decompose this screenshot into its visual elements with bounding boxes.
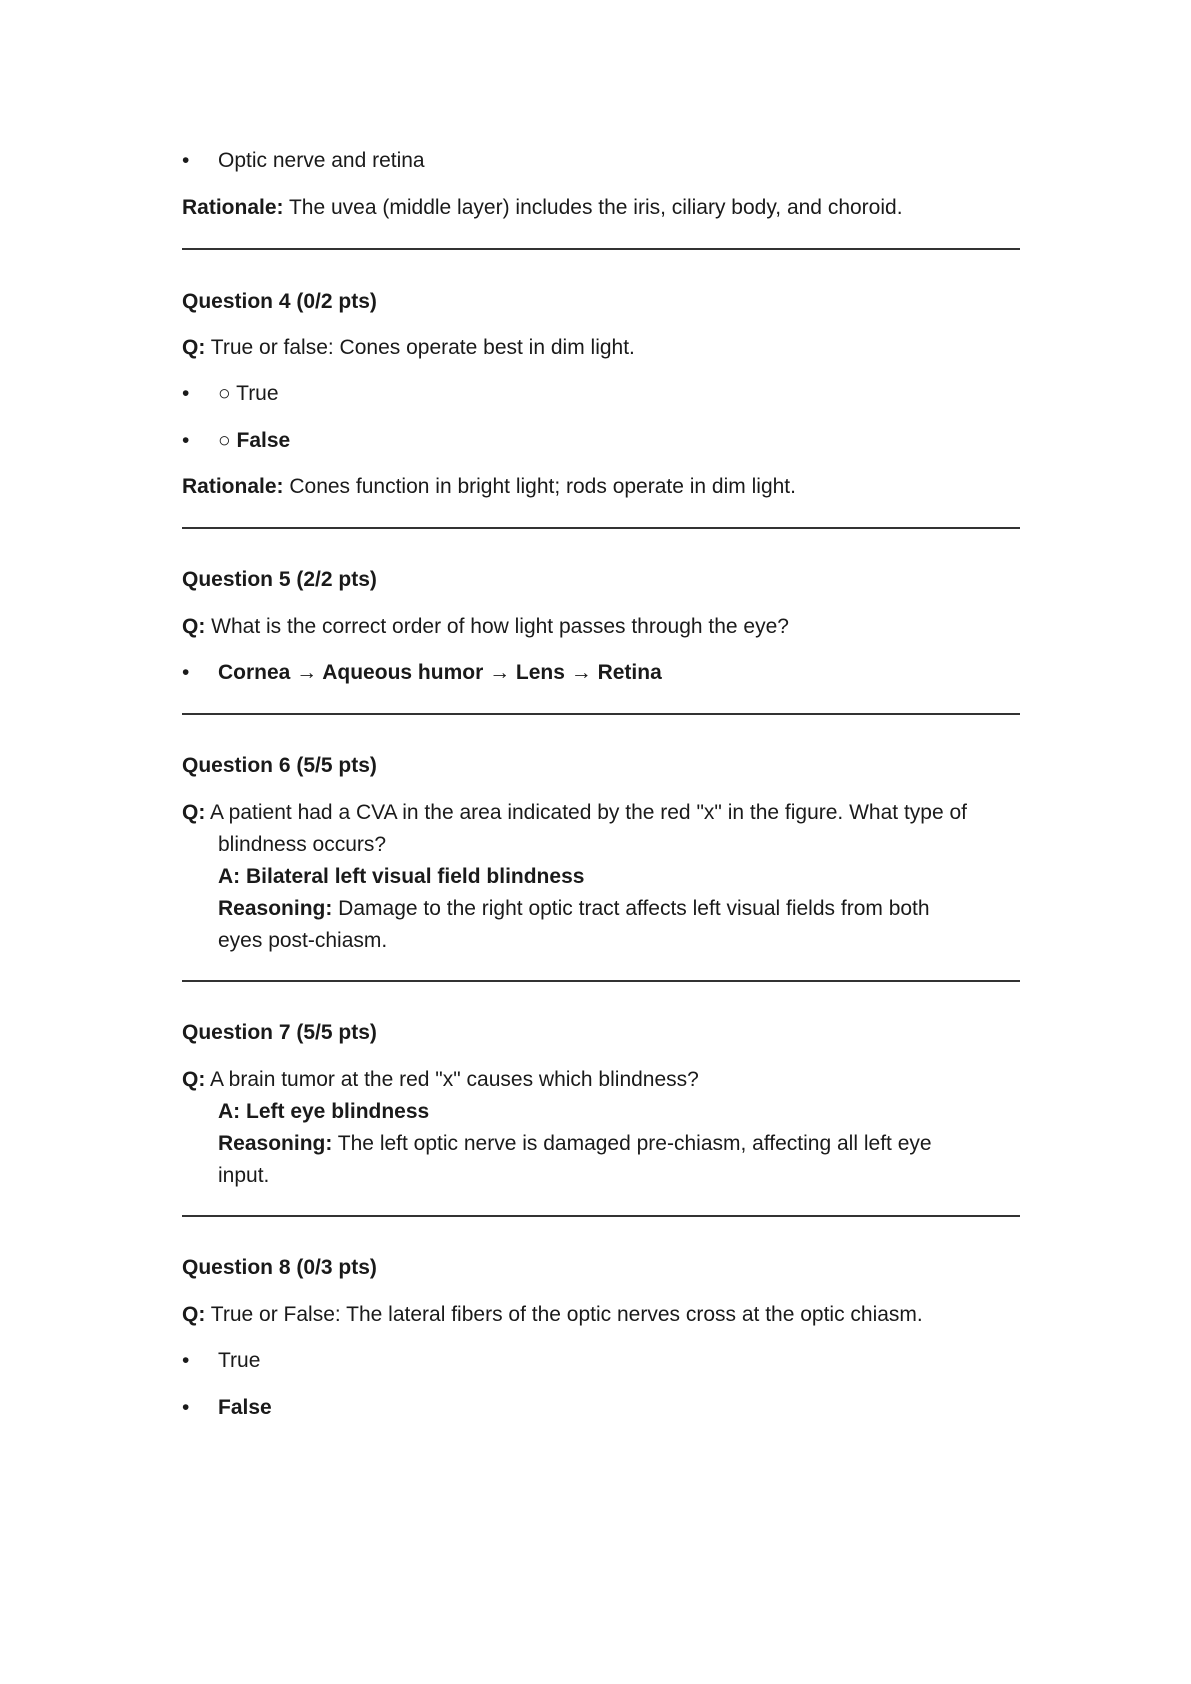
bullet-marker: • <box>182 382 190 405</box>
question-6-text: Q: A patient had a CVA in the area indicated by the red "x" in the figure. What type of <box>182 801 967 824</box>
question-5-heading: Question 5 (2/2 pts) <box>182 568 377 591</box>
bullet-marker: • <box>182 149 190 172</box>
rationale-text: The uvea (middle layer) includes the iris, ciliary body, and choroid. <box>283 196 903 219</box>
question-8-text: Q: True or False: The lateral fibers of the optic nerves cross at the optic chiasm. <box>182 1303 923 1326</box>
option-optic-nerve-retina: Optic nerve and retina <box>218 149 425 172</box>
question-7-heading: Question 7 (5/5 pts) <box>182 1021 377 1044</box>
bullet-marker: • <box>182 661 190 684</box>
reasoning-label: Reasoning: <box>218 897 333 920</box>
bullet-marker: • <box>182 1396 190 1419</box>
question-6-reasoning: Reasoning: Damage to the right optic tract affects left visual fields from both <box>218 897 930 920</box>
question-7-reasoning-cont: input. <box>218 1164 270 1187</box>
question-6-reasoning-cont: eyes post-chiasm. <box>218 929 388 952</box>
section-divider <box>182 527 1020 529</box>
bullet-marker: • <box>182 429 190 452</box>
question-7-answer: A: Left eye blindness <box>218 1100 430 1123</box>
option-false: False <box>218 1396 272 1419</box>
option-true: True <box>218 1349 261 1372</box>
question-6-answer: A: Bilateral left visual field blindness <box>218 865 585 888</box>
rationale-label: Rationale: <box>182 196 284 219</box>
question-5-answer: Cornea → Aqueous humor → Lens → Retina <box>218 661 662 684</box>
section-divider <box>182 980 1020 982</box>
reasoning-label: Reasoning: <box>218 1132 333 1155</box>
section-divider <box>182 1215 1020 1217</box>
rationale-label: Rationale: <box>182 475 284 498</box>
section-divider <box>182 248 1020 250</box>
q-label: Q: <box>182 1303 206 1326</box>
q-label: Q: <box>182 336 206 359</box>
q-label: Q: <box>182 615 206 638</box>
question-6-heading: Question 6 (5/5 pts) <box>182 754 377 777</box>
question-4-heading: Question 4 (0/2 pts) <box>182 290 377 313</box>
q3-rationale <box>182 195 903 221</box>
option-true: ○ True <box>218 382 279 405</box>
question-6-text-cont: blindness occurs? <box>218 833 387 856</box>
question-4-text: Q: True or false: Cones operate best in dim light. <box>182 336 635 359</box>
option-false: ○ False <box>218 429 291 452</box>
question-8-heading: Question 8 (0/3 pts) <box>182 1256 377 1279</box>
question-4-rationale: Rationale: Cones function in bright light; rods operate in dim light. <box>182 475 796 498</box>
question-7-text: Q: A brain tumor at the red "x" causes which blindness? <box>182 1068 699 1091</box>
q-label: Q: <box>182 801 206 824</box>
section-divider <box>182 713 1020 715</box>
question-5-text: Q: What is the correct order of how light passes through the eye? <box>182 615 789 638</box>
q-label: Q: <box>182 1068 206 1091</box>
bullet-marker: • <box>182 1349 190 1372</box>
question-7-reasoning: Reasoning: The left optic nerve is damaged pre-chiasm, affecting all left eye <box>218 1132 932 1155</box>
